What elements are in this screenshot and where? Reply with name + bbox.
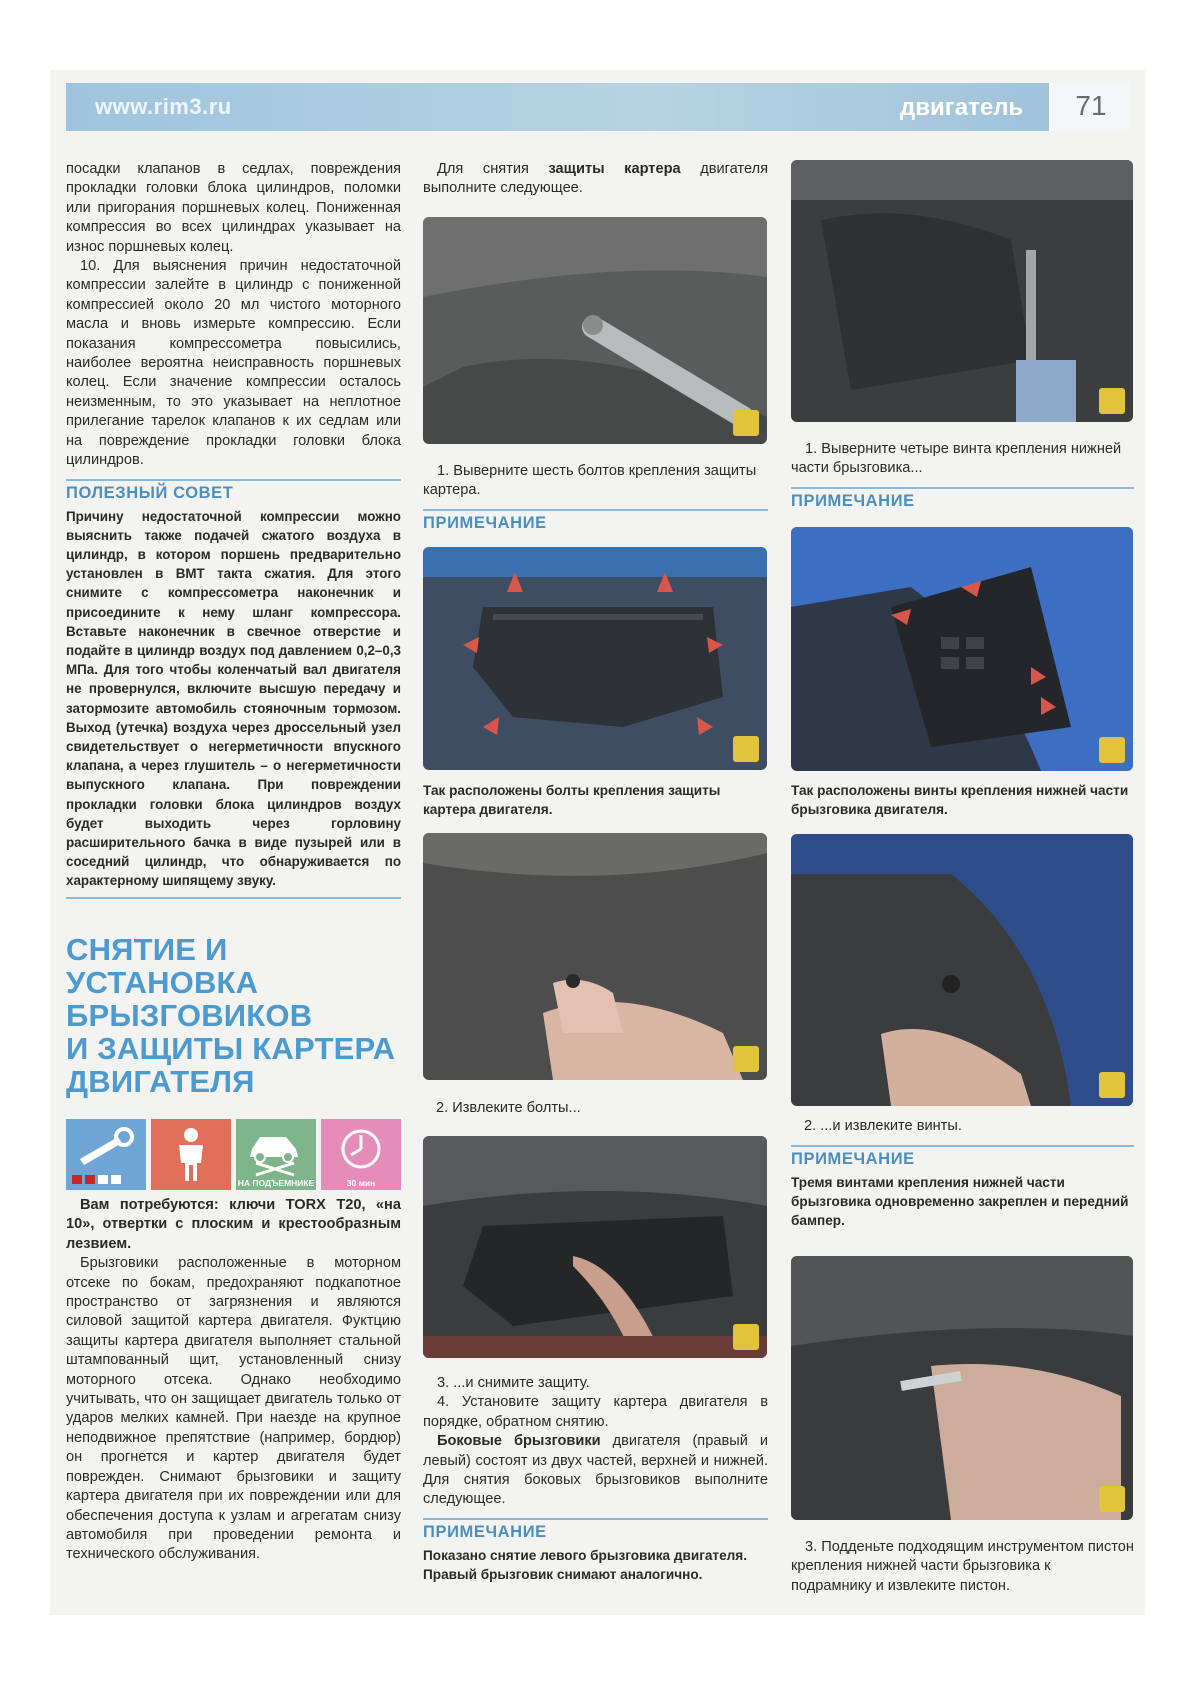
lift-badge-icon bbox=[1099, 388, 1125, 414]
photo-remove-guard bbox=[423, 1136, 767, 1358]
photo-mudguard-screws bbox=[791, 160, 1133, 422]
column-left-bottom bbox=[66, 1196, 401, 1565]
intro-paragraph: посадки клапанов в седлах, повреждения прокладки головки блока цилиндров, поломки или пригорания поршневых колец. Пониженная компрессия во всех цилиндрах указывает на износ поршневых колец. bbox=[66, 161, 401, 255]
wrench-icon bbox=[66, 1119, 146, 1190]
photo-extract-screws bbox=[791, 834, 1133, 1106]
page-number-box bbox=[1049, 83, 1130, 131]
photo-crankcase-guard bbox=[423, 547, 767, 770]
column-middle bbox=[423, 160, 768, 199]
side-mudguards-text: двигателя (правый и левый) состоят из двух частей, верхней и нижней. Для снятия боковых брызговиков выполните следующее. bbox=[423, 1433, 768, 1508]
side-mudguards-bold: Боковые брызговики bbox=[437, 1433, 601, 1450]
note-heading-4: ПРИМЕЧАНИЕ bbox=[791, 1145, 1134, 1169]
tip-divider bbox=[66, 897, 401, 899]
right-step-3-caption: 3. Подденьте подходящим инструментом пистон крепления нижней части брызговика к подрамнику и извлеките пистон. bbox=[791, 1539, 1134, 1594]
step-2-caption: 2. Извлеките болты... bbox=[436, 1100, 581, 1116]
column-right-caption4 bbox=[791, 1538, 1134, 1596]
time-caption: 30 мин bbox=[346, 1178, 376, 1188]
site-url: www.rim3.ru bbox=[95, 94, 232, 119]
step-1-caption: 1. Выверните шесть болтов крепления защиты картера. bbox=[423, 463, 757, 499]
intro-crankcase bbox=[423, 160, 768, 199]
note-caption-bolts: Так расположены болты крепления защиты картера двигателя. bbox=[423, 783, 721, 817]
note-heading-2: ПРИМЕЧАНИЕ bbox=[423, 1518, 768, 1542]
column-middle-caption3 bbox=[436, 1099, 768, 1118]
photo-mudguard-locations bbox=[791, 527, 1133, 771]
lift-badge-icon bbox=[733, 736, 759, 762]
lift-badge-icon bbox=[1099, 737, 1125, 763]
note-caption-screws: Так расположены винты крепления нижней части брызговика двигателя. bbox=[791, 783, 1129, 817]
intro-post: двигателя выполните следующее. bbox=[423, 161, 768, 197]
lift-caption: НА ПОДЪЕМНИКЕ bbox=[237, 1178, 315, 1188]
person-icon bbox=[151, 1119, 231, 1190]
column-left bbox=[66, 160, 401, 1098]
right-step-1-caption: 1. Выверните четыре винта крепления нижней части брызговика... bbox=[791, 441, 1122, 477]
note-heading-1: ПРИМЕЧАНИЕ bbox=[423, 509, 768, 533]
right-step-2-caption: 2. ...и извлеките винты. bbox=[804, 1118, 962, 1134]
column-middle-lower bbox=[423, 1374, 768, 1584]
photo-extract-bolts bbox=[423, 833, 767, 1080]
page-number: 71 bbox=[1075, 90, 1107, 121]
lift-badge-icon bbox=[1099, 1486, 1125, 1512]
section-heading bbox=[66, 933, 401, 1098]
icon-strip bbox=[66, 1119, 401, 1190]
intro-pre: Для снятия bbox=[437, 161, 549, 177]
intro-bold: защиты картера bbox=[548, 161, 681, 177]
lift-badge-icon bbox=[733, 410, 759, 436]
column-middle-caption2 bbox=[423, 781, 768, 819]
column-right-caption1 bbox=[791, 440, 1134, 511]
tip-heading: ПОЛЕЗНЫЙ СОВЕТ bbox=[66, 479, 401, 503]
column-right-note bbox=[791, 1143, 1134, 1230]
section-heading-line-2: БРЫЗГОВИКОВ bbox=[66, 997, 313, 1033]
section-heading-line-1: СНЯТИЕ И УСТАНОВКА bbox=[66, 931, 259, 1000]
tip-text: Причину недостаточной компрессии можно выяснить также подачей сжатого воздуха в цилиндр, в котором поршень предварительно установлен в ВМТ такта сжатия. Для этого снимите с компрессометра наконечник и присоедините к нему шланг компрессора. Вставьте наконечник в свечное отверстие и подайте в цилиндр воздух под давлением 0,2–0,3 МПа. Для того чтобы коленчатый вал двигателя не провернулся, включите высшую передачу и затормозите автомобиль стояночным тормозом. Выход (утечка) воздуха через дроссельный узел свидетельствует о негерметичности впускного клапана, а через глушитель – о негерметичности выпускного клапана. При повреждении прокладки головки блока цилиндров воздух будет выходить через горловину расширительного бачка в виде пузырей или в соседний цилиндр, что обнаруживается по характерному шипящему звуку. bbox=[66, 508, 401, 889]
lift-badge-icon bbox=[733, 1324, 759, 1350]
body-paragraph: Брызговики расположенные в моторном отсеке по бокам, предохраняют подкапотное пространство от загрязнения и являются силовой защитой картера двигателя. Фуктцию защиты картера двигателя выполняет стальной штампованный щит, установленный снизу моторного отсека. Однако необходимо учитывать, что он защищает двигатель только от ударов мелких камней. При наезде на крупное неподвижное препятствие (например, бордюр) он прогнется и картер двигателя будет поврежден. Снимают брызговики и защиту картера двигателя при их повреждении или для обеспечения доступа к узлам и агрегатам снизу автомобиля при проведении ремонта и технического обслуживания. bbox=[66, 1255, 401, 1563]
step-10: 10. Для выяснения причин недостаточной компрессии залейте в цилиндр с пониженной компрессией около 20 мл чистого моторного масла и вновь измерьте компрессию. Если показания компрессометра повысились, наиболее вероятна неисправность поршневых колец. Если значение компрессии осталось неизменным, то это указывает на неплотное прилегание тарелок клапанов к их седлам или на повреждение прокладки головки блока цилиндров. bbox=[66, 258, 401, 469]
column-right-caption3 bbox=[804, 1117, 1134, 1136]
clock-icon bbox=[321, 1119, 401, 1190]
section-heading-line-3: И ЗАЩИТЫ КАРТЕРА bbox=[66, 1030, 396, 1066]
lift-badge-icon bbox=[1099, 1072, 1125, 1098]
car-lift-icon bbox=[236, 1119, 316, 1190]
note-left-mudguard: Показано снятие левого брызговика двигателя. Правый брызговик снимают аналогично. bbox=[423, 1547, 747, 1582]
section-title: двигатель bbox=[900, 94, 1024, 121]
column-right-caption2 bbox=[791, 781, 1134, 819]
tools-needed: Вам потребуются: ключи TORX T20, «на 10», отвертки с плоским и крестообразным лезвием. bbox=[66, 1197, 401, 1252]
lift-badge-icon bbox=[733, 1046, 759, 1072]
photo-pry-piston bbox=[791, 1256, 1133, 1520]
note-bumper: Тремя винтами крепления нижней части брызговика одновременно закреплен и передний бампер. bbox=[791, 1175, 1129, 1228]
section-heading-line-4: ДВИГАТЕЛЯ bbox=[66, 1063, 255, 1099]
note-heading-3: ПРИМЕЧАНИЕ bbox=[791, 487, 1134, 511]
step-4: 4. Установите защиту картера двигателя в порядке, обратном снятию. bbox=[423, 1394, 768, 1430]
photo-bolts-removal bbox=[423, 217, 767, 444]
column-middle-caption1 bbox=[423, 462, 768, 533]
side-mudguards bbox=[423, 1432, 768, 1510]
step-3-caption: 3. ...и снимите защиту. bbox=[437, 1375, 590, 1391]
